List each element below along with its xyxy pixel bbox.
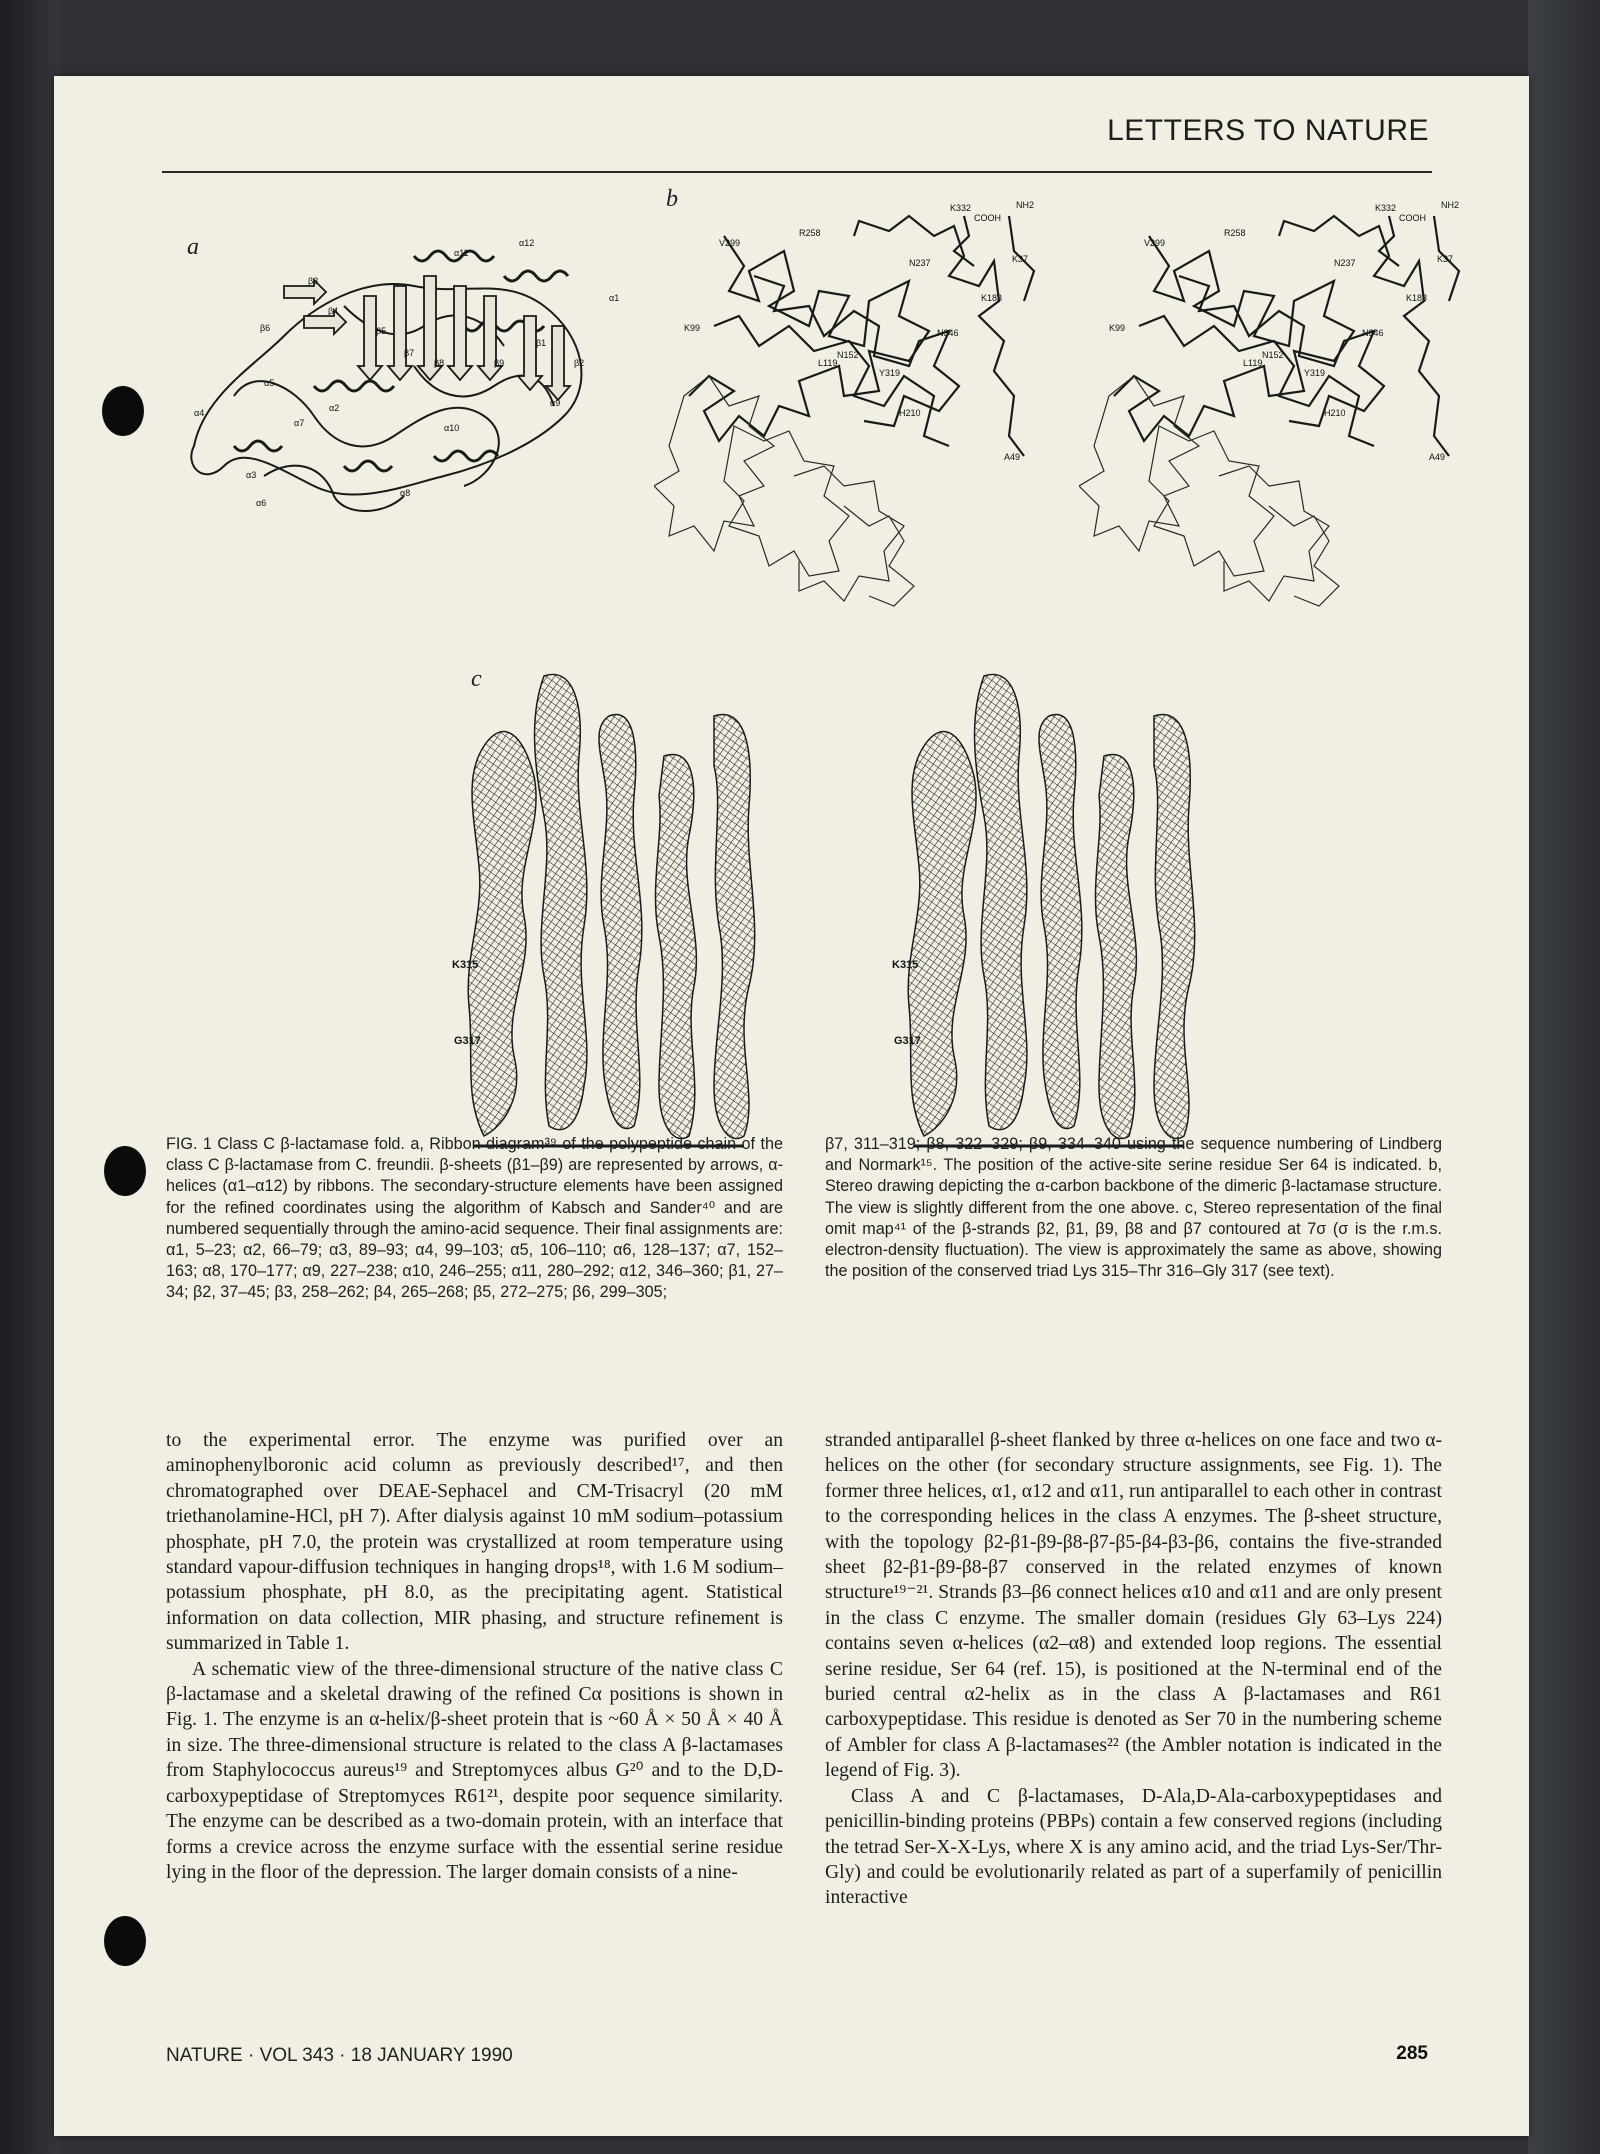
svg-text:β7: β7 xyxy=(404,348,415,358)
svg-text:K315: K315 xyxy=(452,959,479,971)
svg-text:N152: N152 xyxy=(837,350,859,360)
svg-text:β4: β4 xyxy=(328,306,339,316)
page-number: 285 xyxy=(1396,2043,1428,2064)
svg-text:β8: β8 xyxy=(434,358,445,368)
svg-text:Y319: Y319 xyxy=(879,368,901,378)
svg-text:H210: H210 xyxy=(1324,408,1346,418)
svg-text:N237: N237 xyxy=(909,258,931,268)
section-header: LETTERS TO NATURE xyxy=(1107,114,1429,147)
paragraph: to the experimental error. The enzyme was purified over an aminophenylboronic acid column as previously described¹⁷, and then chromatographed over DEAE-Sephacel and CM-Trisacryl (20 mM triethanolamine-HCl, pH 7). After dialysis against 10 mM sodium–potassium phosphate, pH 7.0, the protein was crystallized at room temperature using standard vapour-diffusion techniques in hanging drops¹⁸, with 1.6 M sodium–potassium phosphate, pH 8.0, as the precipitating agent. Statistical information on data collection, MIR phasing, and structure refinement is summarized in Table 1. xyxy=(166,1430,783,1655)
svg-text:N346: N346 xyxy=(937,328,959,338)
scanner-background-left xyxy=(0,0,60,2154)
svg-text:β6: β6 xyxy=(260,323,271,333)
svg-text:V299: V299 xyxy=(719,238,741,248)
svg-text:R258: R258 xyxy=(799,228,821,238)
svg-text:N346: N346 xyxy=(1362,328,1384,338)
panel-c-omit-map-left xyxy=(444,656,784,1186)
svg-text:β1: β1 xyxy=(536,338,547,348)
svg-text:α2: α2 xyxy=(329,403,340,413)
scanner-background-right xyxy=(1528,0,1600,2154)
svg-text:L119: L119 xyxy=(1243,358,1263,368)
punch-hole-middle xyxy=(104,1146,146,1196)
figure-caption-right: β7, 311–319; β8, 322–329; β9, 334–340 using the sequence numbering of Lindberg and Normark¹⁵. The position of the active-site serine residue Ser 64 is indicated. b, Stereo drawing depicting the α-carbon backbone of the dimeric β-lactamase structure. The view is slightly different from the one above. c, Stereo representation of the final omit map⁴¹ of the β-strands β2, β1, β9, β8 and β7 contoured at 7σ (σ is the r.m.s. electron-density fluctuation). The view is approximately the same as above, showing the position of the conserved triad Lys 315–Thr 316–Gly 317 (see text). xyxy=(825,1135,1442,1281)
svg-text:K99: K99 xyxy=(1109,323,1126,333)
svg-text:L119: L119 xyxy=(818,358,838,368)
svg-text:α9: α9 xyxy=(550,398,561,408)
svg-text:COOH: COOH xyxy=(974,213,1001,223)
svg-text:K332: K332 xyxy=(950,203,972,213)
svg-text:H210: H210 xyxy=(899,408,921,418)
journal-page xyxy=(54,76,1529,2136)
svg-text:K183: K183 xyxy=(981,293,1003,303)
svg-text:G317: G317 xyxy=(894,1035,921,1047)
paragraph: Class A and C β-lactamases, D-Ala,D-Ala-carboxypeptidases and penicillin-binding proteins (PBPs) contain a few conserved regions (including the tetrad Ser-X-X-Lys, where X is any amino acid, and the triad Lys-Ser/Thr-Gly) and could be evolutionarily related as part of a superfamily of penicillin interactive xyxy=(825,1785,1442,1909)
svg-text:α5: α5 xyxy=(264,378,275,388)
paragraph: A schematic view of the three-dimensional structure of the native class C β-lactamase and a skeletal drawing of the refined Cα positions is shown in Fig. 1. The enzyme is an α-helix/β-sheet protein that is ~60 Å × 50 Å × 40 Å in size. The three-dimensional structure is related to the class A β-lactamases from Staphylococcus aureus¹⁹ and Streptomyces albus G²⁰ and to the D,D-carboxypeptidase of Streptomyces R61²¹, despite poor sequence similarity. The enzyme can be described as a two-domain protein, with an interface that forms a crevice across the enzyme surface with the essential serine residue lying in the floor of the depression. The larger domain consists of a nine- xyxy=(166,1658,783,1883)
svg-text:K183: K183 xyxy=(1406,293,1428,303)
svg-text:A49: A49 xyxy=(1004,452,1021,462)
panel-b-stereo-left xyxy=(654,176,1074,616)
journal-footer: NATURE · VOL 343 · 18 JANUARY 1990 xyxy=(166,2045,513,2066)
svg-text:α7: α7 xyxy=(294,418,305,428)
panel-b-letter: b xyxy=(666,186,678,212)
svg-text:β9: β9 xyxy=(494,358,505,368)
svg-text:β2: β2 xyxy=(574,358,585,368)
svg-text:K99: K99 xyxy=(684,323,701,333)
svg-text:N237: N237 xyxy=(1334,258,1356,268)
svg-text:NH2: NH2 xyxy=(1441,200,1460,210)
header-rule xyxy=(162,171,1432,173)
panel-b-stereo-right xyxy=(1079,176,1499,616)
panel-a-letter: a xyxy=(187,234,199,260)
svg-text:V299: V299 xyxy=(1144,238,1166,248)
svg-text:NH2: NH2 xyxy=(1016,200,1035,210)
paragraph: stranded antiparallel β-sheet flanked by three α-helices on one face and two α-helices on the other (for secondary structure assignments, see Fig. 1). The former three helices, α1, α12 and α11, run antiparallel to each other in contrast to the corresponding helices in the class A enzymes. The β-sheet structure, with the topology β2-β1-β9-β8-β7-β5-β4-β3-β6, contains the five-stranded sheet β2-β1-β9-β8-β7 conserved in the related enzymes of known structure¹⁹⁻²¹. Strands β3–β6 connect helices α10 and α11 and are only present in the class C enzyme. The smaller domain (residues Gly 63–Lys 224) contains seven α-helices (α2–α8) and extended loop regions. The essential serine residue, Ser 64 (ref. 15), is positioned at the N-terminal end of the buried central α2-helix as in the class A β-lactamases and R61 carboxypeptidase. This residue is denoted as Ser 70 in the numbering scheme of Ambler for class A β-lactamases²² (the Ambler notation is indicated in the legend of Fig. 3). xyxy=(825,1430,1442,1782)
body-column-left xyxy=(166,1428,783,1885)
svg-text:β5: β5 xyxy=(376,326,387,336)
svg-text:R258: R258 xyxy=(1224,228,1246,238)
svg-text:α6: α6 xyxy=(256,498,267,508)
panel-c-omit-map-right xyxy=(884,656,1224,1186)
svg-text:β3: β3 xyxy=(308,276,319,286)
svg-text:K37: K37 xyxy=(1012,254,1029,264)
punch-hole-top xyxy=(102,386,144,436)
svg-text:K37: K37 xyxy=(1437,254,1454,264)
svg-text:Y319: Y319 xyxy=(1304,368,1326,378)
svg-text:α10: α10 xyxy=(444,423,460,433)
svg-text:COOH: COOH xyxy=(1399,213,1426,223)
svg-text:α4: α4 xyxy=(194,408,205,418)
svg-text:α1: α1 xyxy=(609,293,620,303)
svg-text:K315: K315 xyxy=(892,959,919,971)
svg-text:K332: K332 xyxy=(1375,203,1397,213)
panel-a-ribbon-diagram xyxy=(164,216,654,536)
body-column-right xyxy=(825,1428,1442,1911)
punch-hole-bottom xyxy=(104,1916,146,1966)
svg-text:A49: A49 xyxy=(1429,452,1446,462)
svg-text:α3: α3 xyxy=(246,470,257,480)
svg-text:α12: α12 xyxy=(519,238,535,248)
svg-text:α8: α8 xyxy=(400,488,411,498)
svg-text:G317: G317 xyxy=(454,1035,481,1047)
svg-text:α11: α11 xyxy=(454,248,469,258)
panel-c-letter: c xyxy=(471,666,482,692)
svg-text:N152: N152 xyxy=(1262,350,1284,360)
figure-caption-left: FIG. 1 Class C β-lactamase fold. a, Ribbon diagram³⁹ of the polypeptide chain of the class C β-lactamase from C. freundii. β-sheets (β1–β9) are represented by arrows, α-helices (α1–α12) by ribbons. The secondary-structure elements have been assigned for the refined coordinates using the algorithm of Kabsch and Sander⁴⁰ and are numbered sequentially through the amino-acid sequence. Their final assignments are: α1, 5–23; α2, 66–79; α3, 89–93; α4, 99–103; α5, 106–110; α6, 128–137; α7, 152–163; α8, 170–177; α9, 227–238; α10, 246–255; α11, 280–292; α12, 346–360; β1, 27–34; β2, 37–45; β3, 258–262; β4, 265–268; β5, 272–275; β6, 299–305; xyxy=(166,1135,783,1302)
